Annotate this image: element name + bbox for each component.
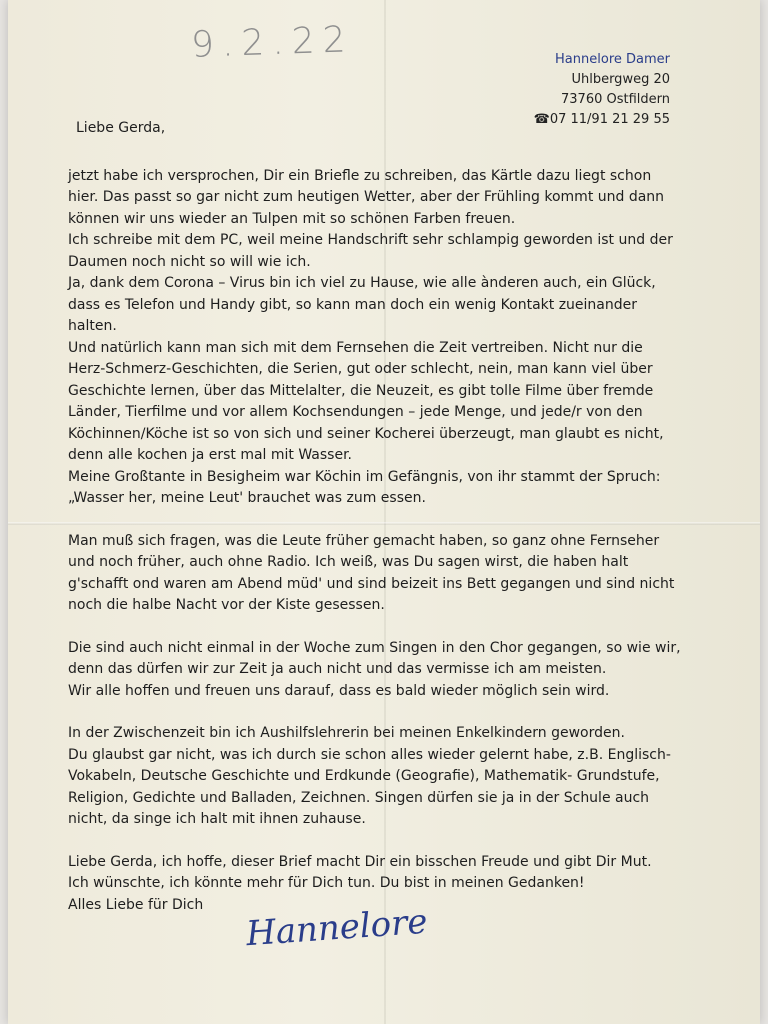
handwritten-date: 9.2.22 [190,19,355,66]
paragraph-3 [68,638,688,703]
text-line: Alles Liebe für Dich [68,896,204,913]
text-line: Meine Großtante in Besigheim war Köchin im Gefängnis, von ihr stammt der Spruch: [68,468,661,485]
text-line: Liebe Gerda, ich hoffe, dieser Brief macht Dir ein bisschen Freude und gibt Dir Mut. [68,853,652,870]
text-line: Ja, dank dem Corona – Virus bin ich viel zu Hause, wie alle ànderen auch, ein Glück, [68,275,656,291]
text-line: Religion, Gedichte und Balladen, Zeichnen. Singen dürfen sie ja in der Schule auch [68,789,650,806]
text-line: Vokabeln, Deutsche Geschichte und Erdkunde (Geografie), Mathematik- Grundstufe, [68,768,660,784]
sender-city: 73760 Ostfildern [561,92,670,107]
text-line: denn das dürfen wir zur Zeit ja auch nicht und das vermisse ich am meisten. [68,661,607,677]
text-line: Köchinnen/Köche ist so von sich und seiner Kocherei überzeugt, man glaubt es nicht, [68,425,664,442]
letter-body [68,118,688,916]
handwritten-signature: Hannelore [244,901,429,955]
text-line: Ich schreibe mit dem PC, weil meine Handschrift sehr schlampig geworden ist und der [68,232,673,248]
text-line: Und natürlich kann man sich mit dem Fernsehen die Zeit vertreiben. Nicht nur die [68,339,643,356]
text-line: Daumen noch nicht so will wie ich. [68,253,311,270]
text-line: In der Zwischenzeit bin ich Aushilfslehrerin bei meinen Enkelkindern geworden. [68,725,625,741]
text-line: Die sind auch nicht einmal in der Woche zum Singen in den Chor gegangen, so wie wir, [68,639,681,656]
salutation: Liebe Gerda, [76,120,166,136]
text-line: Du glaubst gar nicht, was ich durch sie schon alles wieder gelernt habe, z.B. Englisch- [68,746,671,763]
text-line: können wir uns wieder an Tulpen mit so schönen Farben freuen. [68,210,516,227]
paragraph-2 [68,531,688,617]
text-line: halten. [68,318,117,334]
paragraph-4 [68,723,688,831]
sender-phone: ☎07 11/91 21 29 55 [533,112,670,127]
letter-paper [8,0,760,1024]
text-line: Wir alle hoffen und freuen uns darauf, dass es bald wieder möglich sein wird. [68,682,610,699]
text-line: jetzt habe ich versprochen, Dir ein Briefle zu schreiben, das Kärtle dazu liegt schon [68,167,652,184]
text-line: dass es Telefon und Handy gibt, so kann man doch ein wenig Kontakt zueinander [68,296,637,313]
sender-street: Uhlbergweg 20 [571,72,670,87]
text-line: Man muß sich fragen, was die Leute früher gemacht haben, so ganz ohne Fernseher [68,532,660,549]
text-line: g'schafft ond waren am Abend müd' und sind beizeit ins Bett gegangen und sind nicht [68,575,675,592]
text-line: nicht, da singe ich halt mit ihnen zuhause. [68,811,366,827]
text-line: Ich wünschte, ich könnte mehr für Dich tun. Du bist in meinen Gedanken! [68,875,585,891]
text-line: noch die halbe Nacht vor der Kiste gesessen. [68,597,385,613]
text-line: und noch früher, auch ohne Radio. Ich weiß, was Du sagen wirst, die haben halt [68,554,629,570]
text-line: Herz-Schmerz-Geschichten, die Serien, gut oder schlecht, nein, man kann viel über [68,361,653,377]
text-line: Geschichte lernen, über das Mittelalter, die Neuzeit, es gibt tolle Filme über fremde [68,382,654,399]
sender-name: Hannelore Damer [555,52,670,67]
text-line: „Wasser her, meine Leut' brauchet was zum essen. [68,490,426,506]
text-line: hier. Das passt so gar nicht zum heutigen Wetter, aber der Frühling kommt und dann [68,189,665,205]
text-line: Länder, Tierfilme und vor allem Kochsendungen – jede Menge, und jede/r von den [68,404,643,420]
text-line: denn alle kochen ja erst mal mit Wasser. [68,447,352,463]
paragraph-1 [68,166,688,510]
